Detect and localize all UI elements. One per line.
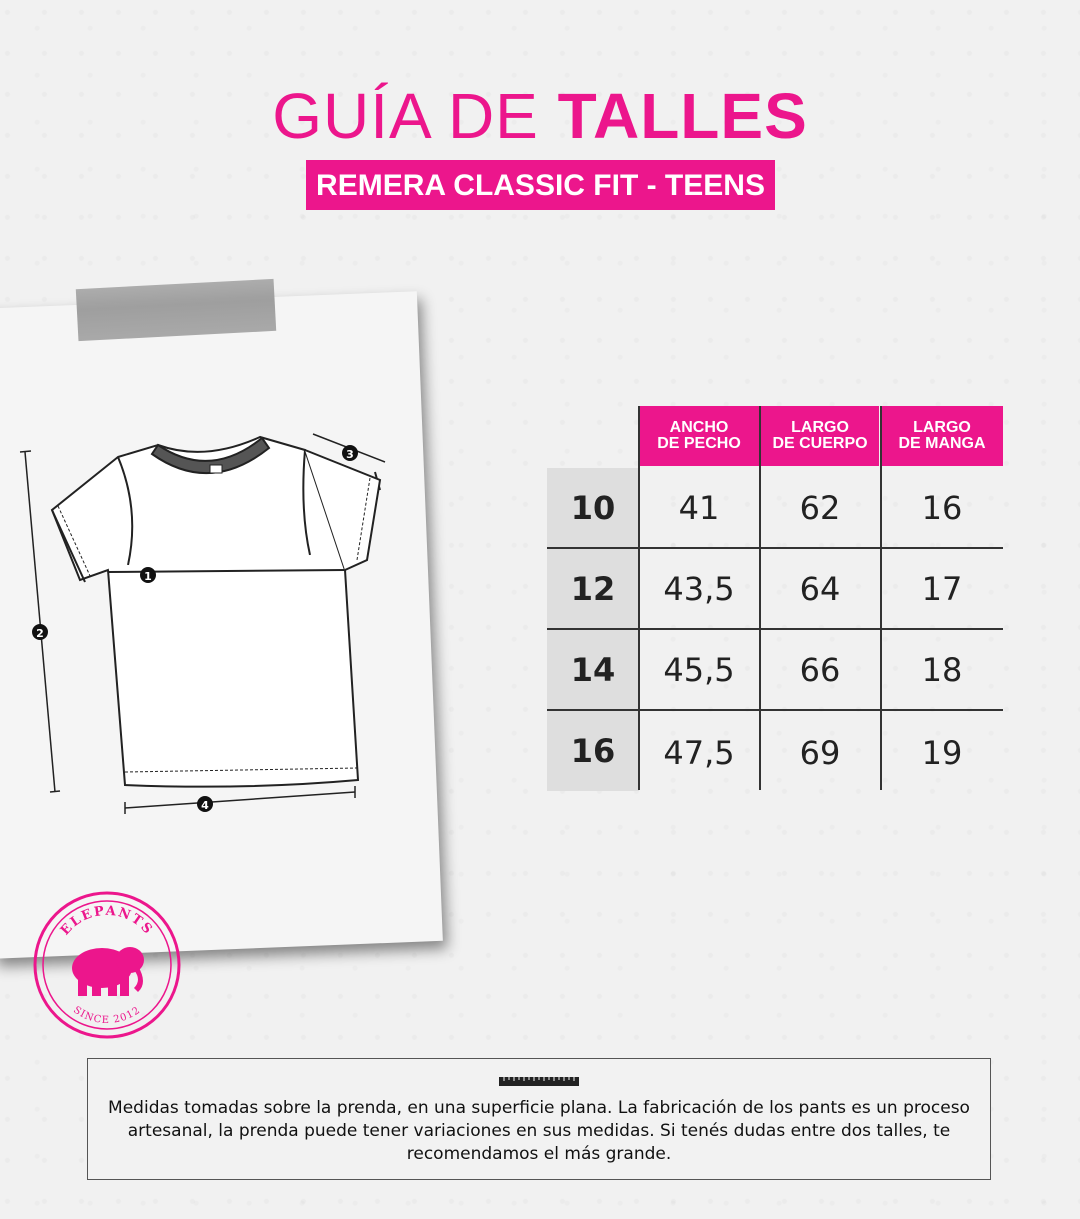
- cell-sleeve: 16: [921, 489, 963, 527]
- cell-body: 64: [799, 570, 841, 608]
- tape: [76, 279, 276, 341]
- stamp-top-text: ELEPANTS: [57, 903, 157, 939]
- column-header-body-length: [761, 406, 879, 466]
- cell-chest: 45,5: [663, 651, 735, 689]
- column-header-label: LARGO DE CUERPO: [772, 419, 868, 452]
- svg-text:SINCE 2012: [71, 1005, 143, 1026]
- marker-3: 3: [346, 448, 354, 461]
- size-label-16: 16: [547, 711, 639, 791]
- svg-text:ELEPANTS: [58, 904, 156, 939]
- size-label-14: 14: [547, 630, 639, 710]
- marker-2: 2: [36, 627, 44, 640]
- t-shirt-flat-sketch-icon: [15, 420, 395, 840]
- size-label-12: 12: [547, 549, 639, 629]
- grid-line: [880, 406, 882, 790]
- marker-1: 1: [144, 570, 152, 583]
- size-label-10: 10: [547, 468, 639, 548]
- cell-body: 69: [799, 734, 841, 772]
- ruler-icon: [499, 1075, 579, 1087]
- product-subtitle: REMERA CLASSIC FIT - TEENS: [306, 160, 775, 210]
- brand-stamp: [30, 888, 184, 1042]
- grid-line: [547, 628, 1003, 630]
- title-bold: TALLES: [557, 80, 808, 152]
- column-header-sleeve-length: [881, 406, 1003, 466]
- grid-line: [547, 547, 1003, 549]
- cell-body: 66: [799, 651, 841, 689]
- marker-4: 4: [201, 799, 209, 812]
- grid-line: [759, 406, 761, 790]
- title-light: GUÍA DE: [272, 80, 558, 152]
- column-header-chest: [639, 406, 759, 466]
- page-title: [0, 80, 1080, 152]
- cell-chest: 43,5: [663, 570, 735, 608]
- grid-line: [638, 406, 640, 790]
- cell-chest: 41: [678, 489, 720, 527]
- cell-chest: 47,5: [663, 734, 735, 772]
- grid-line: [547, 709, 1003, 711]
- cell-sleeve: 18: [921, 651, 963, 689]
- note-text: Medidas tomadas sobre la prenda, en una superficie plana. La fabricación de los pants es un proceso artesanal, la prenda puede tener variaciones en sus medidas. Si tenés dudas entre dos talles, te recomendamos el más grande.: [108, 1098, 970, 1164]
- cell-body: 62: [799, 489, 841, 527]
- cell-sleeve: 17: [921, 570, 963, 608]
- elephant-icon: [72, 947, 144, 996]
- column-header-label: LARGO DE MANGA: [898, 419, 986, 452]
- stamp-bottom-text: SINCE 2012: [71, 1004, 143, 1027]
- measurement-note: [87, 1058, 991, 1180]
- cell-sleeve: 19: [921, 734, 963, 772]
- column-header-label: ANCHO DE PECHO: [657, 419, 741, 452]
